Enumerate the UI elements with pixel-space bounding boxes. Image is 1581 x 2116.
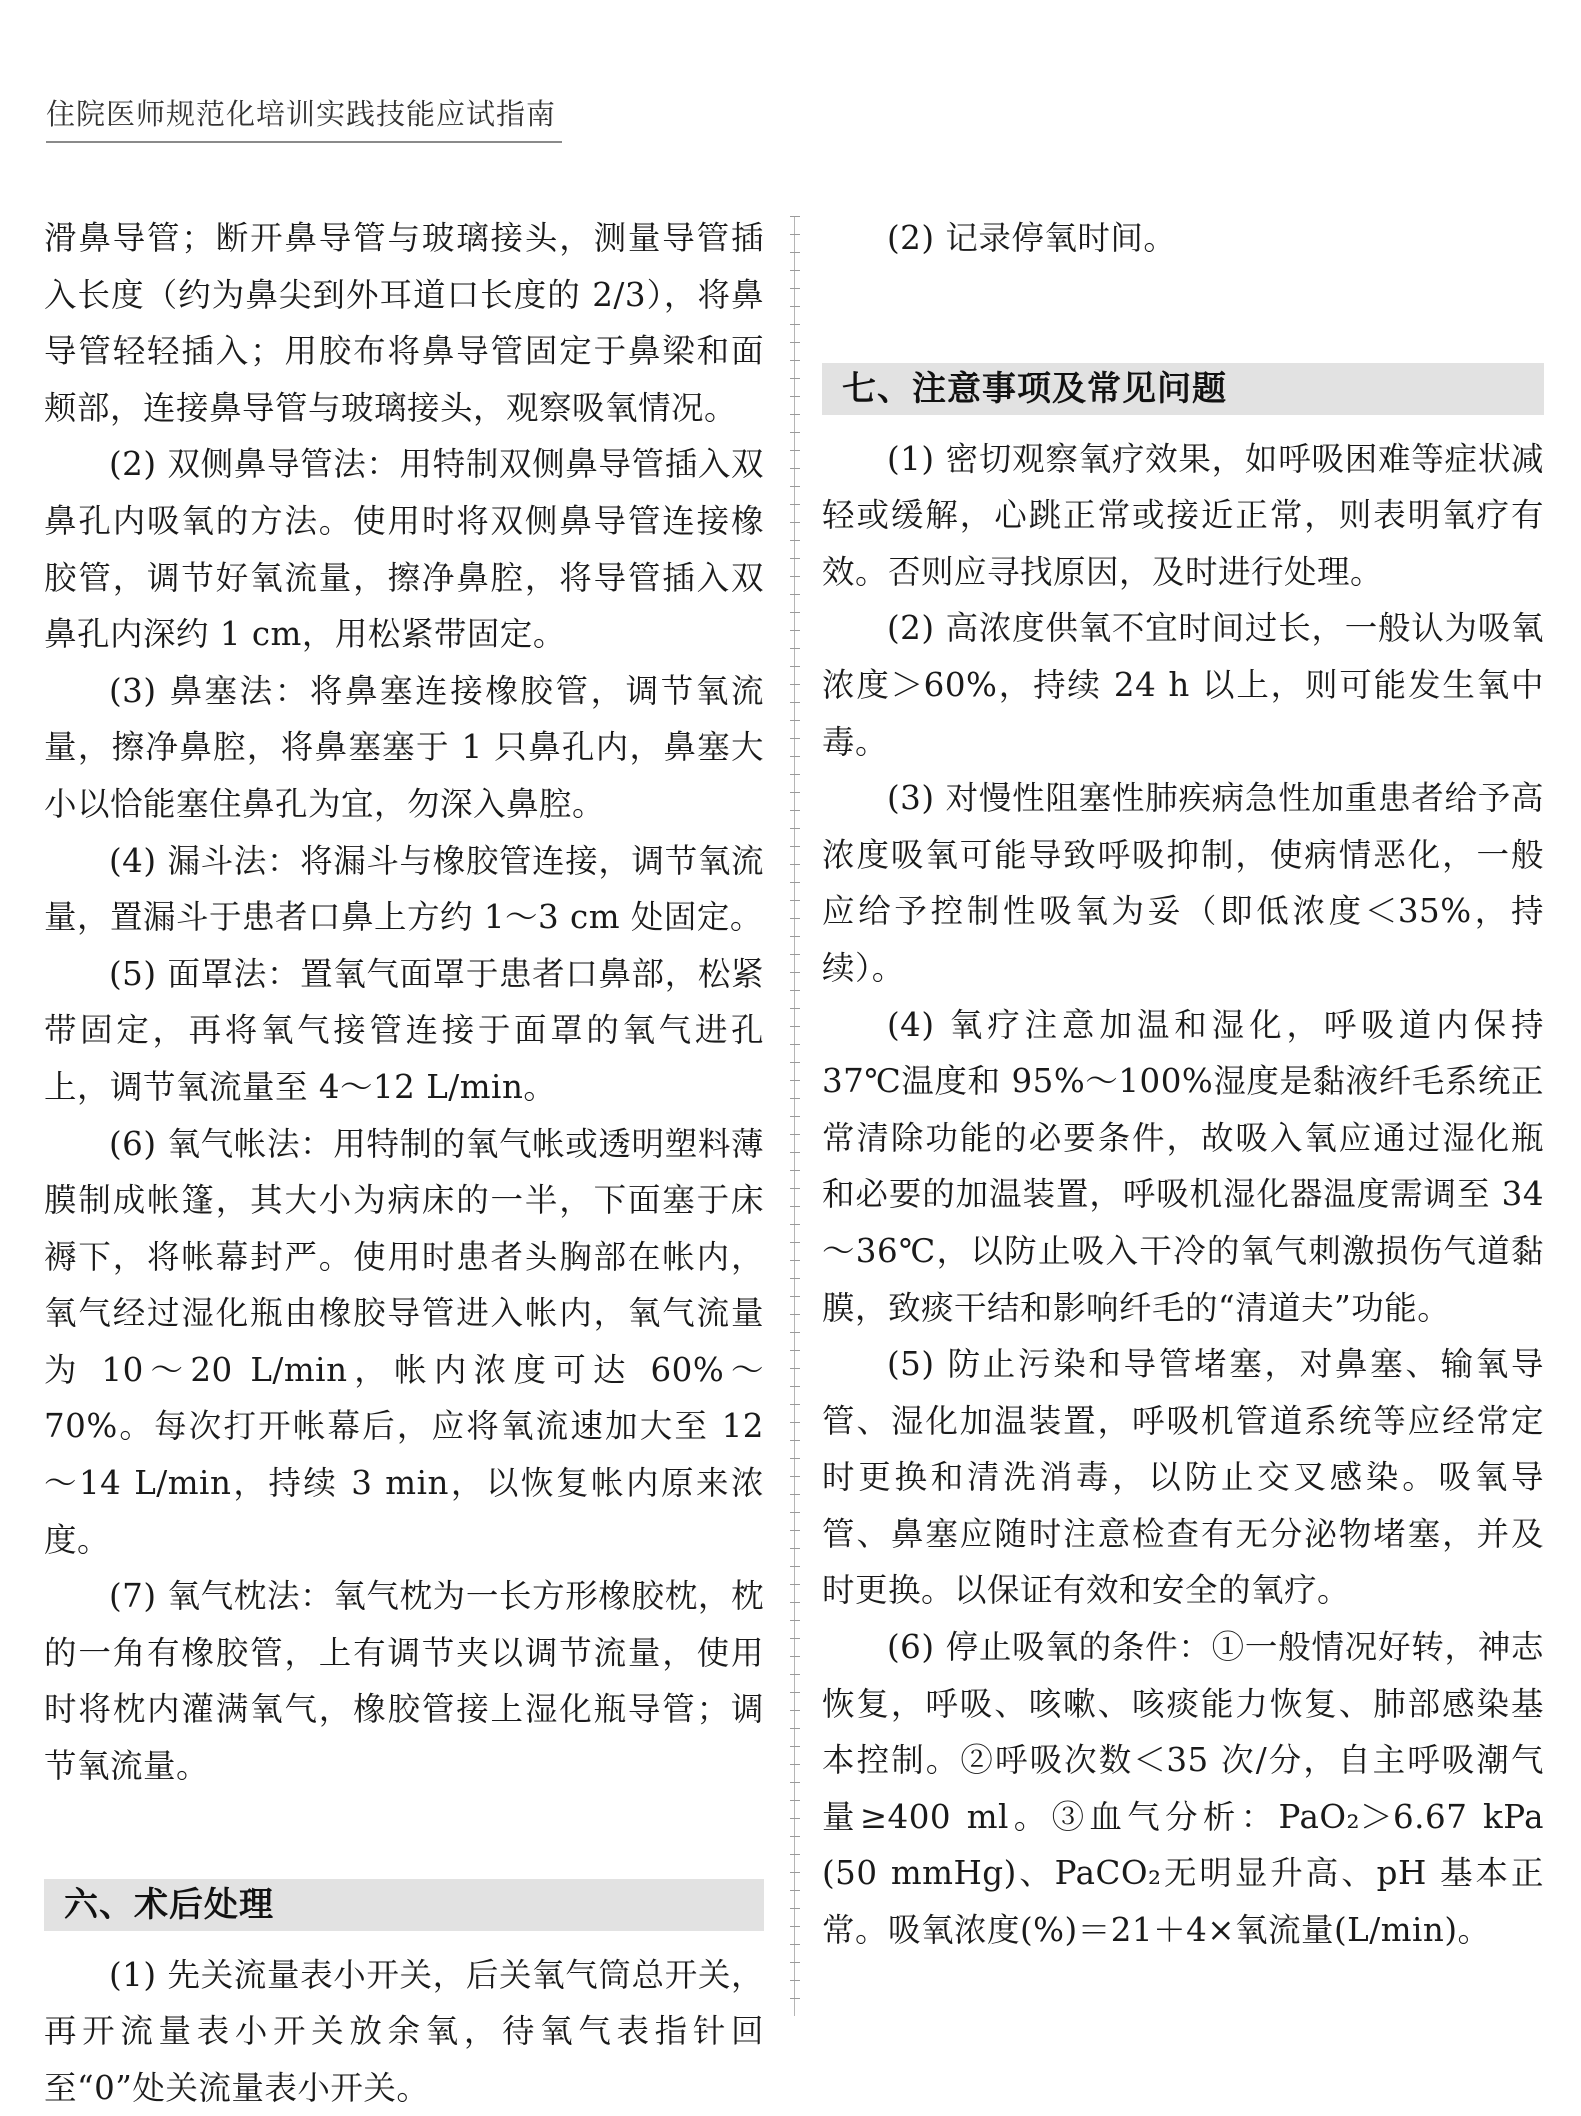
paragraph-double-nasal-catheter: (2) 双侧鼻导管法：用特制双侧鼻导管插入双鼻孔内吸氧的方法。使用时将双侧鼻导管连接橡胶管，调节好氧流量，擦净鼻腔，将导管插入双鼻孔内深约 1 cm，用松紧带固定。	[44, 445, 764, 654]
right-column	[822, 210, 1544, 1959]
paragraph-precaution-4: (4) 氧疗注意加温和湿化，呼吸道内保持 37℃温度和 95%～100%湿度是黏液纤毛系统正常清除功能的必要条件，故吸入氧应通过湿化瓶和必要的加温装置，呼吸机湿化器温度需调至 34～36℃，以防止吸入干冷的氧气刺激损伤气道黏膜，致痰干结和影响纤毛的“清道夫”功能。	[822, 1005, 1544, 1327]
paragraph-nasal-catheter-continued: 滑鼻导管；断开鼻导管与玻璃接头，测量导管插入长度（约为鼻尖到外耳道口长度的 2/3），将鼻导管轻轻插入；用胶布将鼻导管固定于鼻梁和面颊部，连接鼻导管与玻璃接头，观察吸氧情况。	[44, 219, 764, 427]
paragraph-postop-1: (1) 先关流量表小开关，后关氧气筒总开关，再开流量表小开关放余氧，待氧气表指针回至“0”处关流量表小开关。	[44, 1955, 764, 2107]
paragraph-precaution-2: (2) 高浓度供氧不宜时间过长，一般认为吸氧浓度＞60%，持续 24 h 以上，则可能发生氧中毒。	[822, 609, 1544, 761]
paragraph-oxygen-pillow: (7) 氧气枕法：氧气枕为一长方形橡胶枕，枕的一角有橡胶管，上有调节夹以调节流量，使用时将枕内灌满氧气，橡胶管接上湿化瓶导管；调节氧流量。	[44, 1577, 764, 1786]
paragraph-postop-2: (2) 记录停氧时间。	[887, 219, 1177, 257]
running-header: 住院医师规范化培训实践技能应试指南	[46, 92, 562, 143]
paragraph-precaution-6: (6) 停止吸氧的条件：①一般情况好转，神志恢复，呼吸、咳嗽、咳痰能力恢复、肺部感染基本控制。②呼吸次数＜35 次/分，自主呼吸潮气量≥400 ml。③血气分析：PaO₂＞6.67 kPa (50 mmHg)、PaCO₂无明显升高、pH 基本正常。吸氧浓度(%)＝21＋4×氧流量(L/min)。	[822, 1628, 1544, 1950]
section-heading-postoperative: 六、术后处理	[44, 1879, 764, 1931]
paragraph-nasal-plug: (3) 鼻塞法：将鼻塞连接橡胶管，调节氧流量，擦净鼻腔，将鼻塞塞于 1 只鼻孔内，鼻塞大小以恰能塞住鼻孔为宜，勿深入鼻腔。	[44, 671, 764, 823]
paragraph-mask: (5) 面罩法：置氧气面罩于患者口鼻部，松紧带固定，再将氧气接管连接于面罩的氧气进孔上，调节氧流量至 4～12 L/min。	[44, 954, 764, 1106]
paragraph-precaution-1: (1) 密切观察氧疗效果，如呼吸困难等症状减轻或缓解，心跳正常或接近正常，则表明氧疗有效。否则应寻找原因，及时进行处理。	[822, 439, 1544, 591]
section-heading-precautions: 七、注意事项及常见问题	[822, 363, 1544, 415]
paragraph-precaution-3: (3) 对慢性阻塞性肺疾病急性加重患者给予高浓度吸氧可能导致呼吸抑制，使病情恶化，一般应给予控制性吸氧为妥（即低浓度＜35%，持续）。	[822, 779, 1544, 987]
paragraph-oxygen-tent: (6) 氧气帐法：用特制的氧气帐或透明塑料薄膜制成帐篷，其大小为病床的一半，下面塞于床褥下，将帐幕封严。使用时患者头胸部在帐内，氧气经过湿化瓶由橡胶导管进入帐内，氧气流量为 10～20 L/min，帐内浓度可达 60%～70%。每次打开帐幕后，应将氧流速加大至 12～14 L/min，持续 3 min，以恢复帐内原来浓度。	[44, 1124, 764, 1559]
column-divider	[788, 216, 802, 2016]
left-column	[44, 210, 764, 2116]
paragraph-precaution-5: (5) 防止污染和导管堵塞，对鼻塞、输氧导管、湿化加温装置，呼吸机管道系统等应经常定时更换和清洗消毒，以防止交叉感染。吸氧导管、鼻塞应随时注意检查有无分泌物堵塞，并及时更换。以保证有效和安全的氧疗。	[822, 1345, 1544, 1610]
paragraph-funnel: (4) 漏斗法：将漏斗与橡胶管连接，调节氧流量，置漏斗于患者口鼻上方约 1～3 cm 处固定。	[44, 841, 764, 937]
